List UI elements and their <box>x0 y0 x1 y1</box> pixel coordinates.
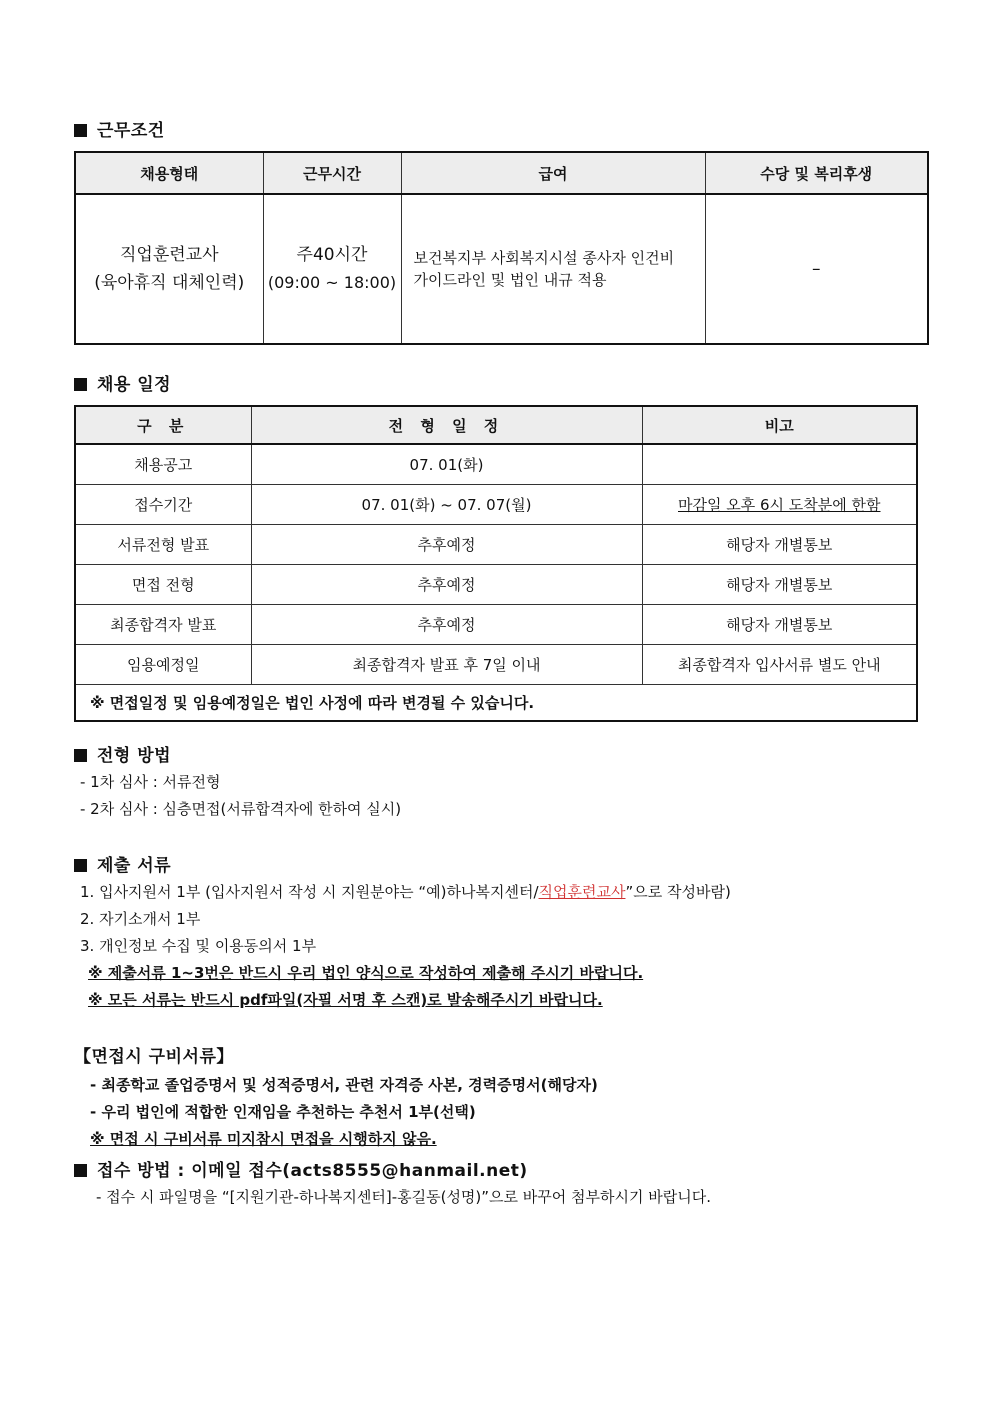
schedule-date: 최종합격자 발표 후 7일 이내 <box>251 645 642 685</box>
schedule-note: 해당자 개별통보 <box>642 605 917 645</box>
header-cell: 비고 <box>642 406 917 444</box>
work-hours-detail: (09:00 ~ 18:00) <box>267 273 397 292</box>
header-cell: 채용형태 <box>75 152 263 194</box>
heading-text: 근무조건 <box>97 121 165 141</box>
square-bullet-icon <box>74 859 87 872</box>
salary-line: 가이드라인 및 법인 내규 적용 <box>413 271 607 289</box>
application-instruction: - 접수 시 파일명을 “[지원기관-하나복지센터]-홍길동(성명)”으로 바꾸어 첨부하시기 바랍니다. <box>96 1188 711 1206</box>
documents-note: ※ 모든 서류는 반드시 pdf파일(자필 서명 후 스캔)로 발송해주시기 바랍니다. <box>88 991 603 1009</box>
document-item-1 <box>80 881 731 902</box>
heading-text: 채용 일정 <box>97 375 172 395</box>
interview-item: - 최종학교 졸업증명서 및 성적증명서, 관련 자격증 사본, 경력증명서(해당자) <box>90 1076 598 1094</box>
header-cell: 구 분 <box>75 406 251 444</box>
schedule-label: 접수기간 <box>75 485 251 525</box>
header-cell: 수당 및 복리후생 <box>705 152 928 194</box>
schedule-date: 추후예정 <box>251 525 642 565</box>
table-row <box>75 444 917 485</box>
selection-item: - 2차 심사 : 심층면접(서류합격자에 한하여 실시) <box>80 800 402 818</box>
employment-type-cell <box>75 194 263 344</box>
employment-type-detail: (육아휴직 대체인력) <box>94 273 245 293</box>
section-heading-documents <box>74 851 171 876</box>
schedule-label: 임용예정일 <box>75 645 251 685</box>
heading-text: 전형 방법 <box>97 746 172 766</box>
schedule-note: 마감일 오후 6시 도착분에 한함 <box>642 485 917 525</box>
documents-note: ※ 제출서류 1~3번은 반드시 우리 법인 양식으로 작성하여 제출해 주시기 바랍니다. <box>88 964 644 982</box>
salary-cell <box>401 194 705 344</box>
section-heading-work-conditions <box>74 116 165 141</box>
section-heading-application <box>74 1156 528 1181</box>
schedule-date: 07. 01(화) <box>251 444 642 485</box>
table-header-row <box>75 406 917 444</box>
schedule-date: 추후예정 <box>251 605 642 645</box>
document-item-text: 1. 입사지원서 1부 (입사지원서 작성 시 지원분야는 “예)하나복지센터/ <box>80 883 539 901</box>
table-row <box>75 645 917 685</box>
square-bullet-icon <box>74 378 87 391</box>
schedule-date: 07. 01(화) ~ 07. 07(월) <box>251 485 642 525</box>
work-hours-cell <box>263 194 401 344</box>
benefits-cell: – <box>705 194 928 344</box>
square-bullet-icon <box>74 749 87 762</box>
section-heading-selection <box>74 741 171 766</box>
document-item-3: 3. 개인정보 수집 및 이용동의서 1부 <box>80 937 317 955</box>
work-conditions-table <box>74 151 929 345</box>
heading-text: 접수 방법 : 이메일 접수(acts8555@hanmail.net) <box>97 1161 528 1181</box>
header-cell: 전 형 일 정 <box>251 406 642 444</box>
schedule-label: 서류전형 발표 <box>75 525 251 565</box>
document-item-2: 2. 자기소개서 1부 <box>80 910 201 928</box>
section-heading-schedule <box>74 370 171 395</box>
table-header-row <box>75 152 928 194</box>
table-row <box>75 525 917 565</box>
schedule-note: 최종합격자 입사서류 별도 안내 <box>642 645 917 685</box>
interview-note: ※ 면접 시 구비서류 미지참시 면접을 시행하지 않음. <box>90 1130 437 1148</box>
table-footnote-row <box>75 685 917 722</box>
table-row <box>75 605 917 645</box>
schedule-label: 면접 전형 <box>75 565 251 605</box>
schedule-note: 해당자 개별통보 <box>642 565 917 605</box>
square-bullet-icon <box>74 124 87 137</box>
table-row <box>75 485 917 525</box>
highlighted-field-name: 직업훈련교사 <box>538 883 626 901</box>
schedule-note: 해당자 개별통보 <box>642 525 917 565</box>
header-cell: 근무시간 <box>263 152 401 194</box>
square-bullet-icon <box>74 1164 87 1177</box>
table-row <box>75 565 917 605</box>
schedule-label: 채용공고 <box>75 444 251 485</box>
schedule-date: 추후예정 <box>251 565 642 605</box>
header-cell: 급여 <box>401 152 705 194</box>
schedule-table <box>74 405 918 722</box>
selection-item: - 1차 심사 : 서류전형 <box>80 773 221 791</box>
section-heading-interview: 【면접시 구비서류】 <box>74 1047 234 1067</box>
schedule-footnote: ※ 면접일정 및 임용예정일은 법인 사정에 따라 변경될 수 있습니다. <box>75 685 917 722</box>
table-row <box>75 194 928 344</box>
interview-item: - 우리 법인에 적합한 인재임을 추천하는 추천서 1부(선택) <box>90 1103 476 1121</box>
document-item-text: ”으로 작성바람) <box>625 883 731 901</box>
heading-text: 제출 서류 <box>97 856 172 876</box>
schedule-label: 최종합격자 발표 <box>75 605 251 645</box>
salary-line: 보건복지부 사회복지시설 종사자 인건비 <box>413 249 675 267</box>
schedule-note <box>642 444 917 485</box>
work-hours: 주40시간 <box>296 245 368 265</box>
employment-type: 직업훈련교사 <box>119 245 219 265</box>
